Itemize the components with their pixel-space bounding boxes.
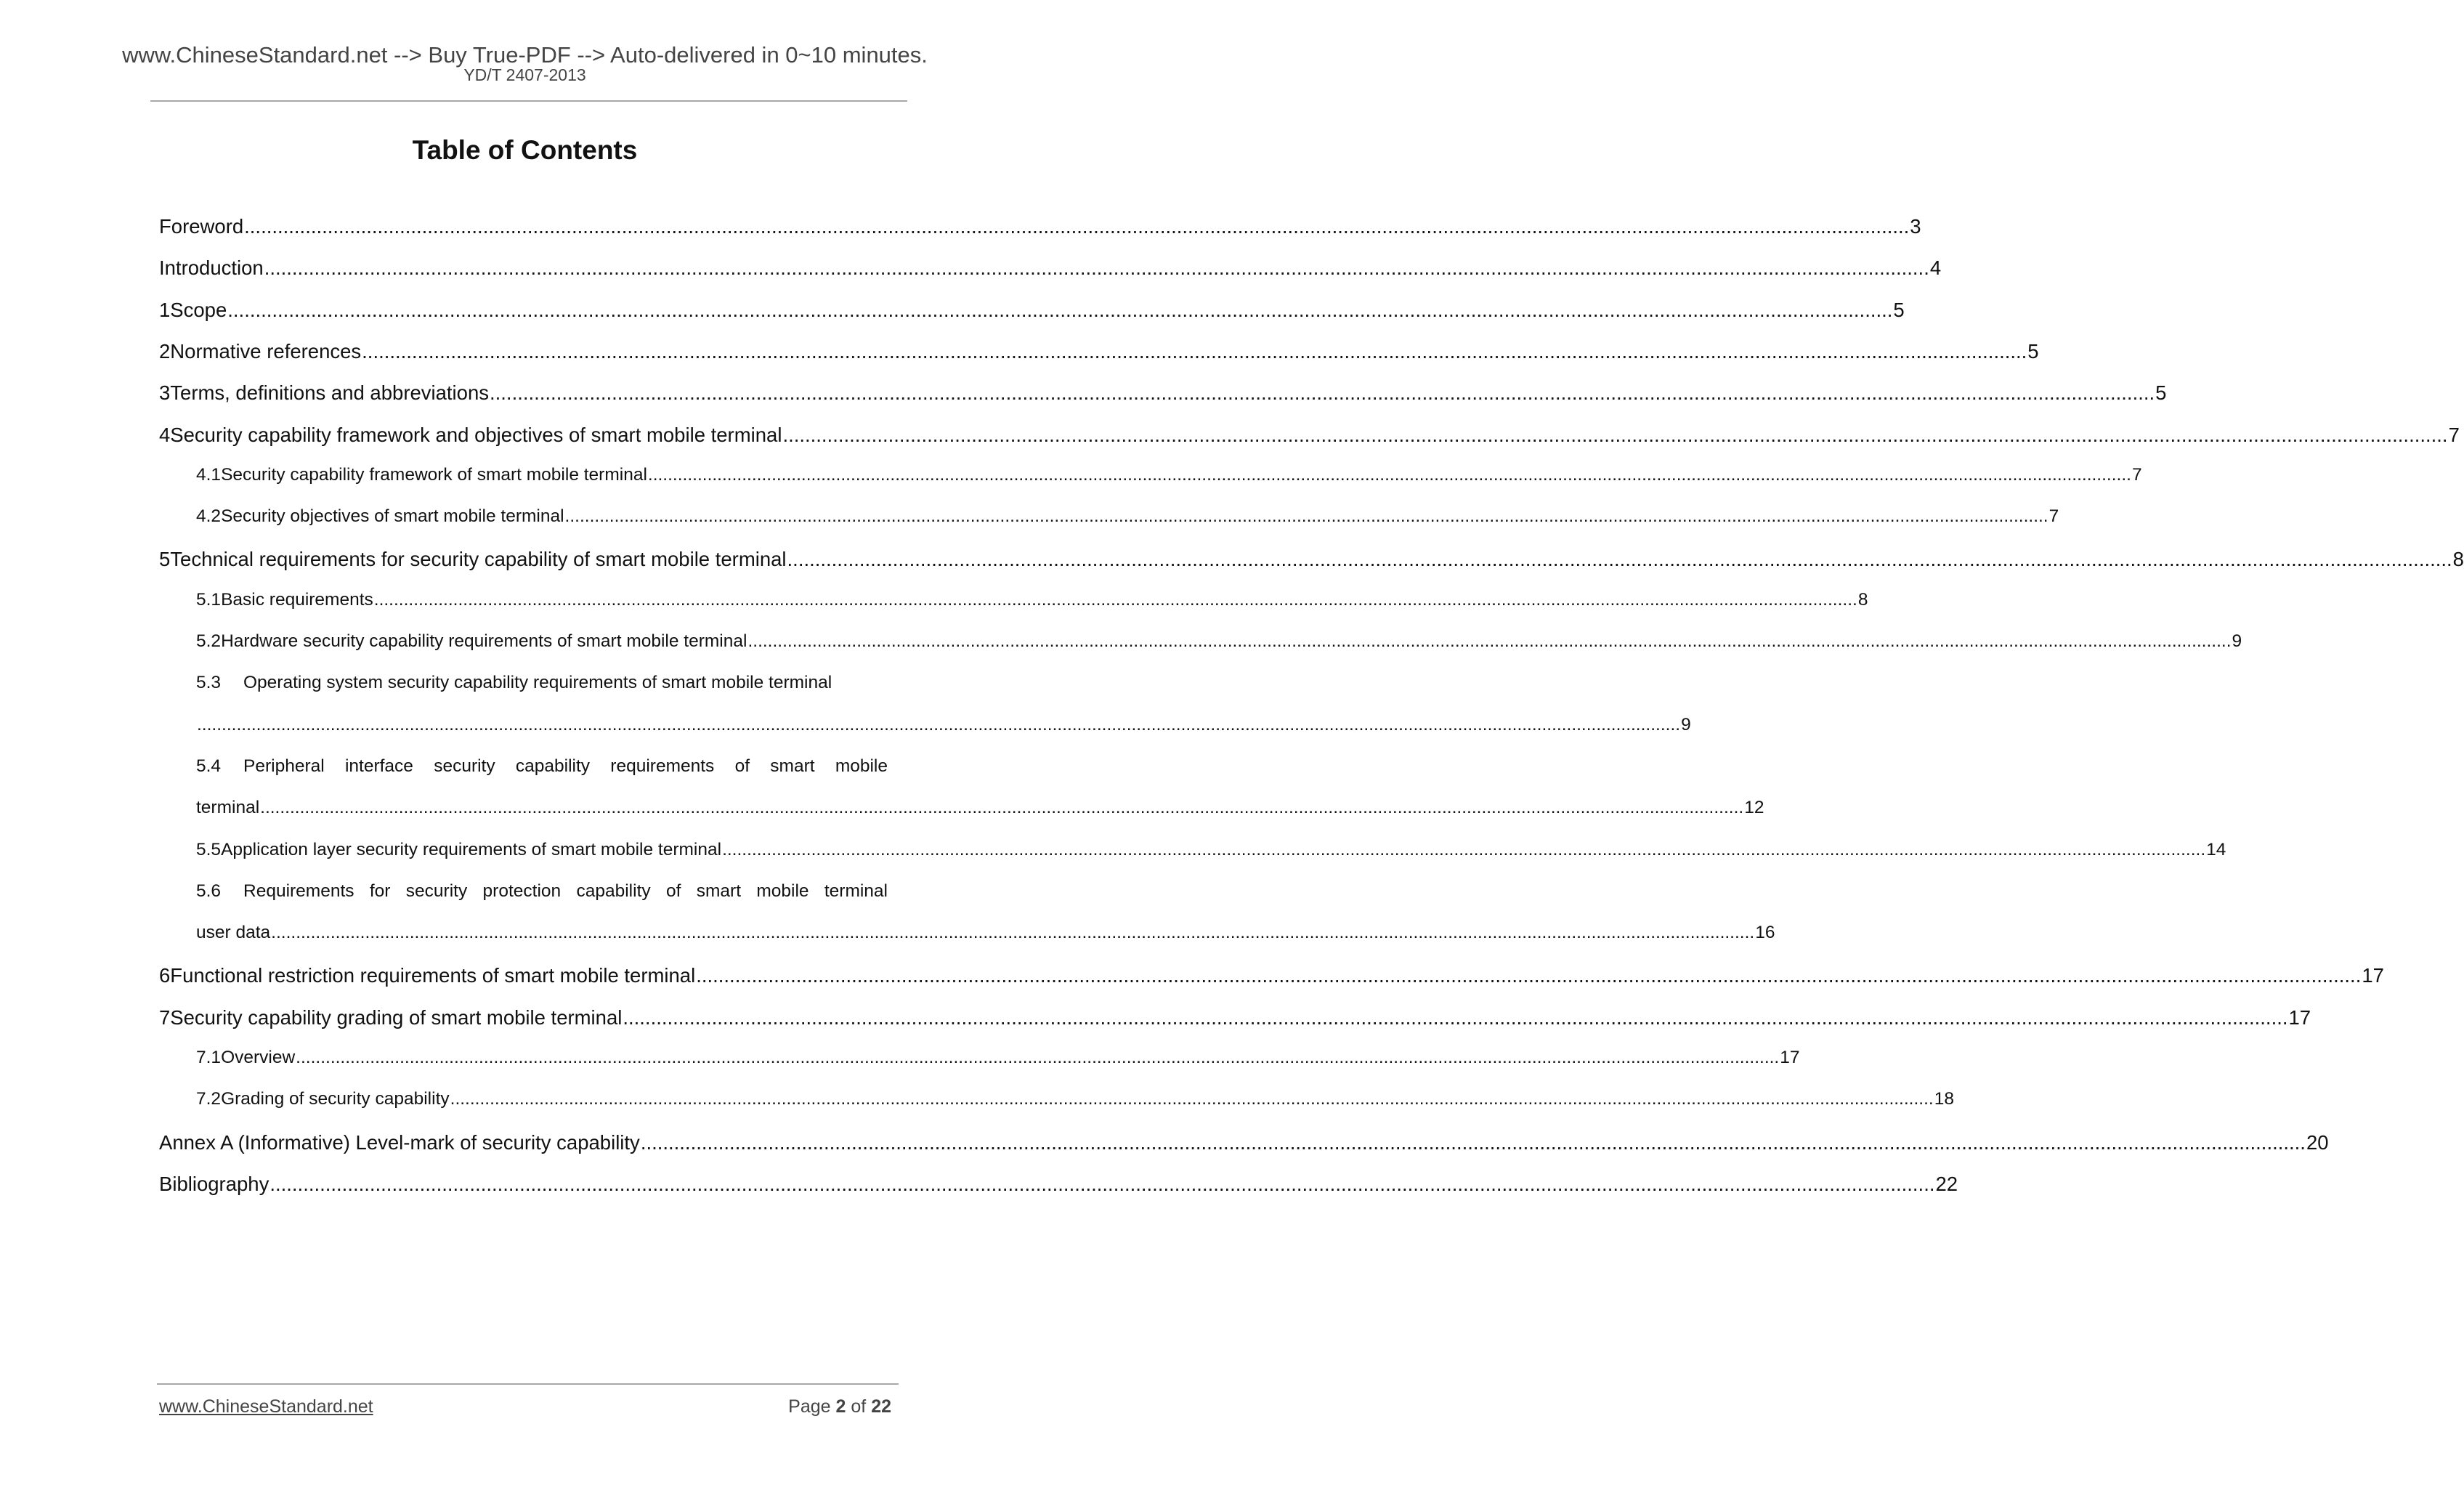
footer-divider — [157, 1383, 899, 1385]
dot-leader: ............................................................................................................................................................................................................................................................................................................ — [640, 1130, 2306, 1154]
toc-page-number: 18 — [1934, 1089, 1954, 1109]
toc-page-number: 7 — [2448, 423, 2460, 446]
toc-entry[interactable] — [159, 964, 2384, 987]
toc-page-number: 5 — [2027, 339, 2039, 363]
toc-entry[interactable] — [196, 839, 2226, 860]
toc-entry[interactable] — [159, 339, 2039, 363]
dot-leader: ............................................................................................................................................................................................................................................................................................................ — [362, 339, 2027, 363]
toc-title: Security objectives of smart mobile terminal — [221, 506, 564, 527]
toc-title: Technical requirements for security capability of smart mobile terminal — [170, 548, 787, 571]
toc-page-number: 9 — [2232, 631, 2242, 651]
toc-page-number: 5 — [1893, 298, 1905, 321]
toc-number: 3 — [159, 381, 171, 405]
toc-number: 5.6 — [196, 881, 222, 901]
dot-leader: ............................................................................................................................................................................................................................................................................................................ — [722, 839, 2206, 859]
toc-title: Grading of security capability — [221, 1089, 450, 1109]
toc-number: 5.3 — [196, 673, 222, 693]
toc-title: Scope — [170, 298, 227, 321]
toc-title: Foreword — [159, 215, 244, 238]
toc-entry-continuation[interactable] — [196, 798, 1764, 818]
toc-title: Annex A (Informative) Level-mark of security capability — [159, 1130, 640, 1154]
dot-leader: ............................................................................................................................................................................................................................................................................................................ — [227, 298, 1893, 321]
page-prefix: Page — [788, 1396, 831, 1417]
toc-title: Basic requirements — [221, 589, 373, 610]
toc-entry[interactable] — [196, 756, 888, 777]
toc-number: 7.2 — [196, 1089, 222, 1109]
dot-leader: ............................................................................................................................................................................................................................................................................................................ — [647, 464, 2131, 485]
toc-title: Bibliography — [159, 1172, 270, 1195]
toc-number: 6 — [159, 964, 171, 987]
toc-title-continuation: terminal — [196, 798, 260, 818]
dot-leader: ............................................................................................................................................................................................................................................................................................................ — [696, 964, 2362, 987]
toc-entry[interactable] — [159, 548, 2464, 571]
total-pages: 22 — [871, 1396, 891, 1417]
toc-page-number: 20 — [2306, 1130, 2329, 1154]
header-divider — [150, 100, 907, 102]
toc-number: 4.1 — [196, 464, 222, 485]
toc-page-number: 17 — [1780, 1048, 1800, 1067]
toc-page-number: 12 — [1744, 798, 1764, 818]
toc-page-number: 22 — [1935, 1172, 1958, 1195]
toc-title: Normative references — [170, 339, 362, 363]
dot-leader: ............................................................................................................................................................................................................................................................................................................ — [260, 798, 1744, 818]
dot-leader: ............................................................................................................................................................................................................................................................................................................ — [373, 589, 1857, 610]
toc-title: Application layer security requirements of smart mobile terminal — [221, 839, 722, 859]
toc-entry[interactable] — [196, 631, 2242, 652]
dot-leader: ............................................................................................................................................................................................................................................................................................................ — [244, 215, 1910, 238]
toc-title: Requirements for security protection capability of smart mobile terminal — [243, 881, 888, 901]
dot-leader: ............................................................................................................................................................................................................................................................................................................ — [296, 1048, 1780, 1067]
toc-entry[interactable] — [159, 215, 1921, 238]
toc-page-number: 8 — [2452, 548, 2464, 571]
toc-title-continuation: user data — [196, 923, 271, 943]
toc-number: 4.2 — [196, 506, 222, 527]
toc-number: 1 — [159, 298, 171, 321]
toc-page-number: 7 — [2048, 506, 2059, 527]
toc-page-number: 5 — [2155, 381, 2167, 405]
dot-leader: ............................................................................................................................................................................................................................................................................................................ — [747, 631, 2232, 651]
toc-title: Overview — [221, 1048, 296, 1067]
toc-number: 5.5 — [196, 839, 222, 859]
toc-entry[interactable] — [159, 256, 1942, 280]
toc-page-number: 17 — [2288, 1005, 2311, 1029]
header-banner: www.ChineseStandard.net --> Buy True-PDF --> Auto-delivered in 0~10 minutes. — [122, 42, 928, 68]
toc-number: 5 — [159, 548, 171, 571]
dot-leader: ............................................................................................................................................................................................................................................................................................................ — [564, 506, 2048, 527]
toc-entry[interactable] — [159, 1005, 2311, 1029]
toc-entry[interactable] — [159, 423, 2460, 447]
page-title: Table of Contents — [412, 135, 638, 165]
toc-entry[interactable] — [159, 1130, 2329, 1154]
dot-leader: ............................................................................................................................................................................................................................................................................................................ — [271, 923, 1755, 943]
toc-entry[interactable] — [196, 1048, 1800, 1068]
toc-title: Operating system security capability requirements of smart mobile terminal — [243, 673, 832, 693]
dot-leader: ............................................................................................................................................................................................................................................................................................................ — [264, 256, 1929, 280]
toc-page-number: 9 — [1681, 714, 1691, 735]
toc-title: Security capability framework and objectives of smart mobile terminal — [170, 423, 782, 446]
toc-page-number: 7 — [2131, 464, 2142, 485]
dot-leader: ............................................................................................................................................................................................................................................................................................................ — [197, 714, 1681, 735]
page-indicator — [788, 1396, 891, 1417]
toc-page-number: 16 — [1755, 923, 1775, 943]
toc-entry-continuation[interactable] — [196, 923, 1775, 943]
toc-number: 5.2 — [196, 631, 222, 651]
toc-number: 4 — [159, 423, 171, 446]
current-page: 2 — [835, 1396, 846, 1417]
toc-entry[interactable] — [196, 589, 1868, 610]
dot-leader: ............................................................................................................................................................................................................................................................................................................ — [490, 381, 2155, 405]
dot-leader: ............................................................................................................................................................................................................................................................................................................ — [623, 1005, 2288, 1029]
dot-leader: ............................................................................................................................................................................................................................................................................................................ — [450, 1089, 1934, 1109]
toc-number: 7 — [159, 1005, 171, 1029]
toc-number: 5.4 — [196, 756, 222, 776]
toc-page-number: 3 — [1910, 215, 1921, 238]
toc-entry[interactable] — [196, 1089, 1954, 1109]
toc-title: Peripheral interface security capability requirements of smart mobile — [243, 756, 888, 776]
toc-entry[interactable] — [196, 881, 888, 902]
dot-leader: ............................................................................................................................................................................................................................................................................................................ — [270, 1172, 1935, 1195]
dot-leader: ............................................................................................................................................................................................................................................................................................................ — [787, 548, 2452, 571]
page-of: of — [851, 1396, 867, 1417]
dot-leader: ............................................................................................................................................................................................................................................................................................................ — [782, 423, 2448, 446]
toc-title: Security capability grading of smart mobile terminal — [170, 1005, 623, 1029]
toc-number: 5.1 — [196, 589, 222, 610]
toc-title: Security capability framework of smart mobile terminal — [221, 464, 647, 485]
toc-title: Introduction — [159, 256, 264, 280]
toc-page-number: 17 — [2362, 964, 2384, 987]
toc-number: 2 — [159, 339, 171, 363]
toc-entry[interactable] — [159, 381, 2167, 405]
toc-entry-continuation[interactable] — [196, 714, 1691, 735]
standard-code: YD/T 2407-2013 — [463, 65, 586, 84]
toc-entry[interactable] — [159, 1172, 1958, 1196]
toc-title: Functional restriction requirements of smart mobile terminal — [170, 964, 696, 987]
toc-entry[interactable] — [196, 506, 2059, 527]
toc-entry[interactable] — [159, 298, 1905, 322]
toc-entry[interactable] — [196, 464, 2142, 485]
toc-number: 7.1 — [196, 1048, 222, 1067]
toc-title: Terms, definitions and abbreviations — [170, 381, 490, 405]
toc-title: Hardware security capability requirements of smart mobile terminal — [221, 631, 747, 651]
footer-website-link[interactable]: www.ChineseStandard.net — [159, 1396, 373, 1417]
toc-page-number: 4 — [1929, 256, 1942, 280]
toc-page-number: 8 — [1857, 589, 1868, 610]
toc-entry[interactable] — [196, 673, 888, 693]
toc-page-number: 14 — [2206, 839, 2226, 859]
